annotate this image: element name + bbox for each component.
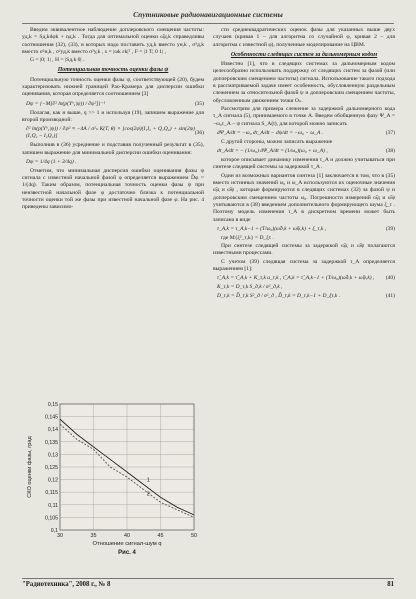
y-tick-label: 0,13 — [47, 452, 58, 459]
y-tick-label: 0,12 — [47, 477, 58, 484]
series-label: 2 — [146, 491, 150, 498]
paragraph: Введем эквивалентное наблюдение доплеровского смещения частоты: yд,k = Sд,kdφk + nд,k . Тогда для оптимальной оценки ω̂д,k справедливы соотношения (32), (33), в которых надо поставить yд,k вместо yн,k , σ²д,k вместо σ²н,k , σ²уд,k вместо σ²у,k , x = |ωk εk|ᵀ , F = |1 T; 0 1| , — [22, 27, 204, 55]
equation-body: dΨ_A/dt = −ω₀ dτ_A/dt − dψ/dt = −ω₀ − ω_A . — [217, 129, 324, 136]
x-tick-label: 30 — [57, 533, 63, 539]
x-tick-label: 50 — [191, 533, 197, 539]
y-axis-label: СКО оценки фазы, град — [27, 436, 33, 498]
equation-body: Dψ = 1/4q (1 + 3/4q) . — [26, 158, 77, 165]
equation-41 — [213, 293, 395, 300]
figure-caption: Рис. 4 — [118, 550, 136, 556]
chart-svg — [22, 398, 204, 558]
equation-number: (41) — [385, 293, 395, 300]
equation-body: ∂² ln(p(Yʰ₁|ψ)) / ∂ψ² ≈ −4A / σ²ₙ K(T, θ) × [cos(2ψ)(I₁I₂ + Q₁Q₂) + sin(2ψ)(I₁Q₂ − I₂Q₁)] — [26, 126, 195, 140]
equation-38 — [213, 148, 395, 155]
paragraph: С учетом (39) следящая система за задержкой τ_A определяется выражением [1]: — [213, 258, 395, 273]
equation-body: D_τ,k = D̃_τ,k S²_д / σ²_д , D̃_τ,k = D_τ,k−1 + D_ξτ,k . — [217, 293, 341, 300]
equation-body: τ_A,k = τ_A,k−1 + (T/ω₀)(ω̂д,k + ω̂ψ,k) + ξ_τ,k , — [217, 225, 327, 232]
paragraph: При синтезе следящей системы за задержкой ω̂д и ω̂ψ полагаются известными процессами. — [213, 243, 395, 257]
left-column — [22, 27, 204, 213]
page-footer — [22, 578, 394, 588]
y-tick-label: 0,14 — [47, 427, 58, 434]
equation-number: (38) — [385, 148, 395, 155]
equation-body: dτ_A/dt = − (1/ω₀) dΨ_A/dt = (1/ω₀)(ω₀ + ω_A) , — [217, 148, 328, 155]
equation-36 — [22, 126, 204, 140]
running-header: Спутниковые радионавигационные системы — [22, 10, 394, 24]
paragraph: Рассмотрим для примера слежение за задержкой дальномерного кода τ_A сигнала (5), принимаемого в точке A. Введем обобщенную фазу Ψ_A = −ω₀τ_A − ψ сигнала S_A(t), для которой можно записать — [213, 105, 395, 127]
figure-4 — [22, 398, 204, 558]
page-number: 81 — [387, 581, 394, 588]
x-tick-label: 45 — [157, 533, 164, 539]
equation-body: τ̂_A,k = τ̃_A,k + K_τ,k u_τ,k , τ̃_A,k = τ̂_A,k−1 + (T/ω₀)(ω̂д,k + ω̂ψ,k) , — [217, 275, 375, 282]
equation-body: K_τ,k = D_τ,k S_д,k / σ²_д,k , — [217, 284, 283, 291]
paragraph: сти среднеквадратических оценок фазы для указанных выше двух случаев (кривая 1 – для алгоритма со случайной φ, кривая 2 – для алгоритма с известной φ), полученные моделирование на ЦВМ. — [213, 27, 395, 48]
equation-35 — [22, 101, 204, 108]
x-tick-label: 35 — [90, 533, 97, 539]
paragraph: Потенциальную точность оценки фазы ψ, соответствующей (20), будем характеризовать нижней границей Рао-Крамера для дисперсии ошибки оценивания, которая определяется соотношением [3] — [22, 76, 204, 98]
y-tick-label: 0,145 — [45, 414, 58, 421]
equation-number: (37) — [385, 129, 395, 136]
paragraph: Выполнив в (36) усреднение и подставив полученный результат в (35), запишем выражение для минимальной дисперсии ошибки оценивания: — [22, 142, 204, 156]
right-column — [213, 27, 395, 302]
equation-37-left — [22, 159, 204, 166]
y-tick-label: 0,135 — [45, 439, 58, 446]
equation-40 — [213, 275, 395, 282]
equation-body: Dψ = {−M[∂² ln(p(Yʰ₁|ψ)) / ∂ψ²]}⁻¹ — [26, 100, 105, 107]
x-tick-label: 40 — [124, 533, 130, 539]
y-tick-label: 0,15 — [47, 402, 58, 408]
x-axis-label: Отношение сигнал-шум q — [92, 541, 162, 547]
y-tick-label: 0,125 — [45, 465, 58, 471]
equation-number: (40) — [385, 275, 395, 282]
y-tick-label: 0,11 — [48, 502, 58, 509]
journal-issue: "Радиотехника", 2008 г., № 8 — [22, 581, 111, 588]
paragraph: Известно [1], что в следящих системах за дальномерным кодом целесообразно использовать поддержку от следящих систем за фазой (или доплеровским смещением частоты) сигнала. Использование такого подхода в рассматриваемой задаче имеет особенность, обусловленную раздельным слежением за относительной фазой ψ и доплеровским смещением частоты, обусловленным движением точки Oₙ. — [213, 61, 395, 104]
section-heading: Потенциальная точность оценки фазы ψ — [57, 67, 169, 74]
y-tick-label: 0,1 — [50, 528, 58, 534]
paragraph: Отметим, что минимальная дисперсия ошибки оценивания фазы ψ сигнала с известной начальной фазой φ определяется выражением D̃φ = 1/(4q). Таким образом, потенциальная точность оценки фазы ψ при неизвестной начальной фазе φ достаточно близка к потенциальной точности оценки той же фазы при известной начальной фазе φ. На рис. 4 приведены зависимо- — [22, 167, 204, 211]
y-tick-label: 0,115 — [45, 490, 58, 497]
equation-37 — [213, 130, 395, 137]
series-label: 1 — [146, 477, 150, 484]
equation-number: (39) — [385, 225, 395, 232]
equation-39 — [213, 226, 395, 233]
equation-number: (36) — [194, 129, 204, 136]
section-heading: Особенности следящих систем за дальномерным кодом — [230, 51, 378, 58]
equation-40b — [213, 284, 395, 291]
paragraph: Полагая, как и выше, q >> 1 и используя (19), запишем выражение для второй производной: — [22, 109, 204, 123]
y-tick-label: 0,105 — [45, 515, 58, 522]
paragraph: С другой стороны, можно записать выражение — [221, 138, 333, 145]
paragraph: G = |0; 1| , H = |Sд,k 0| . — [30, 57, 85, 64]
paragraph: где M{ξ²_τ,k} = D_ξτ . — [221, 234, 274, 241]
paragraph: Один из возможных вариантов синтеза [1] заключается в том, что в (35) вместо истинных значений ω₀ и ω_A используются их оценочные значения ω̂д и ω̂ψ , которые формируются в следящих системах (32) за фазой ψ и доплеровским смещением частоты ω₀. Погрешности измерений ω̂д и ω̂ψ учитываются в (38) введением дополнительного формирующего шума ξ_τ . Поэтому модель изменения τ_A в дискретном времени может быть записана в виде — [213, 172, 395, 223]
paragraph: которое описывает динамику изменения τ_A и должно учитываться при синтезе следящей системы за задержкой τ_A . — [213, 157, 395, 171]
equation-number: (35) — [194, 100, 204, 107]
